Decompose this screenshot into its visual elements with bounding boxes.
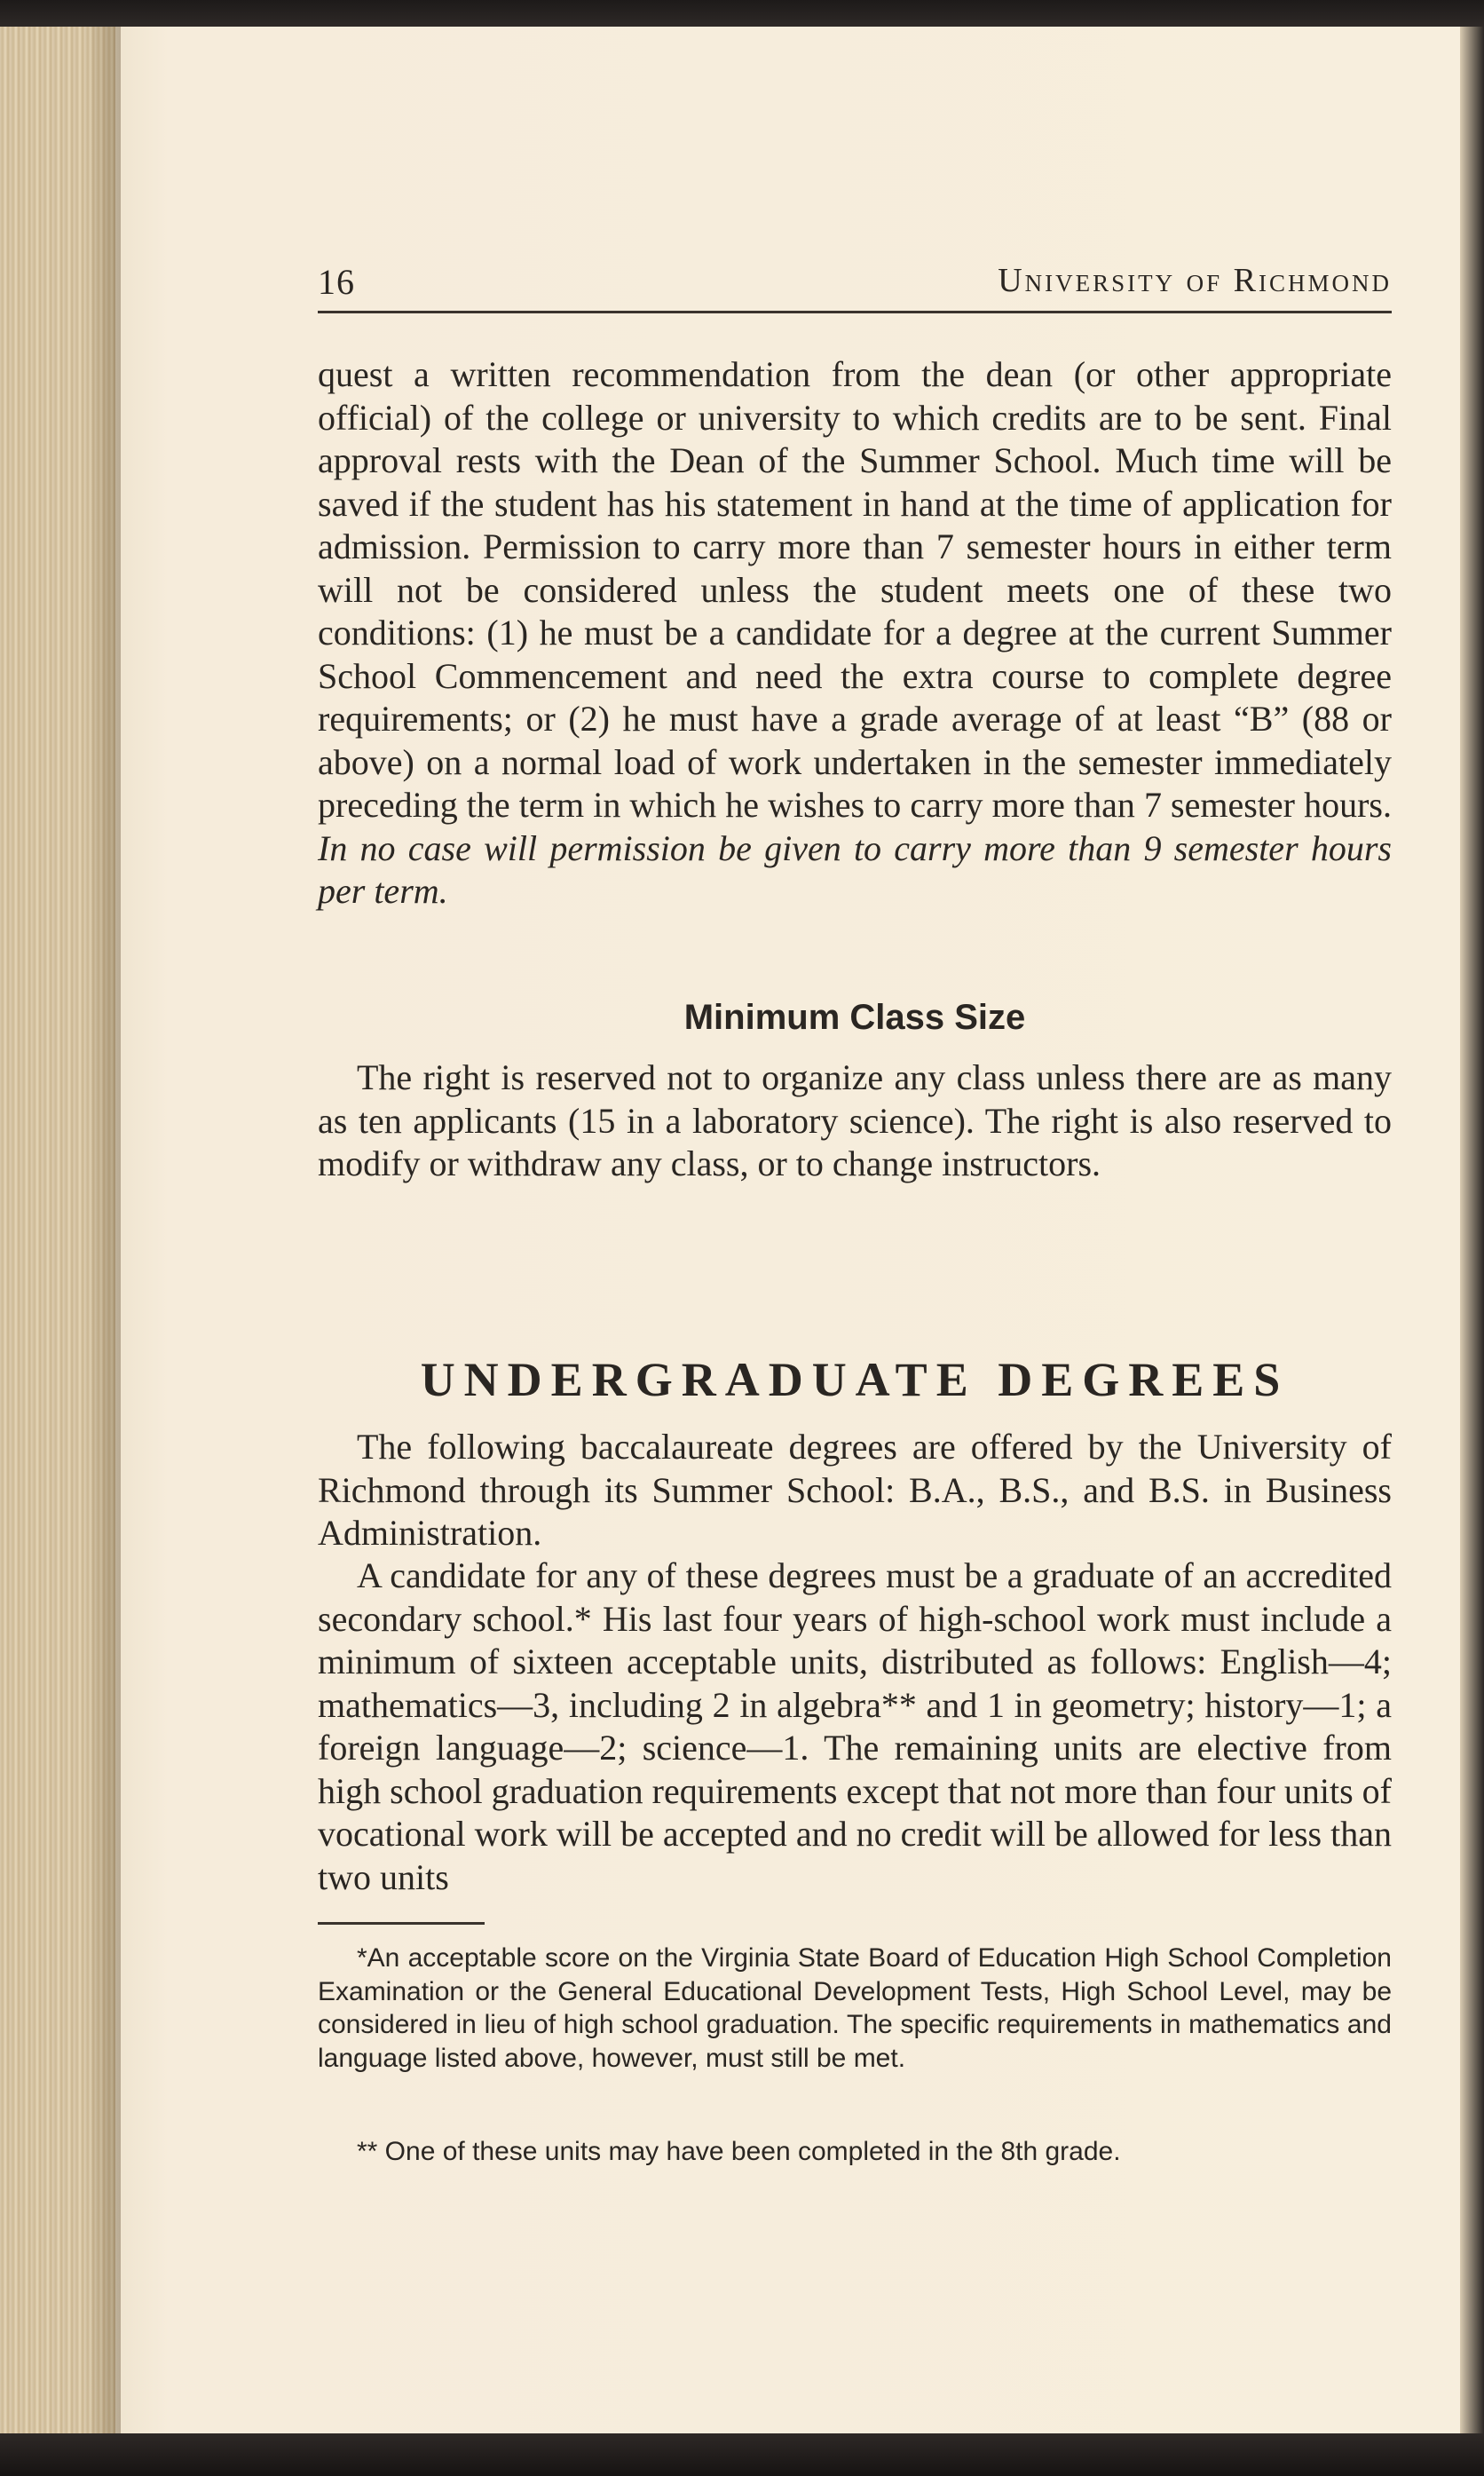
- footnote-1: *An acceptable score on the Virginia State Board of Education High School Completion Examination or the General Educational Development Tests, High School Level, may be considered in lieu of high school graduation. The specific requirements in mathematics and language listed above, however, must still be met.: [318, 1943, 1392, 2073]
- body-paragraph-2: The right is reserved not to organize any class unless there are as many as ten applicants (15 in a laboratory science). The right is also reserved to modify or withdraw any class, or to change instructors.: [318, 1057, 1392, 1183]
- section-heading-undergraduate-degrees: UNDERGRADUATE DEGREES: [420, 1353, 1290, 1406]
- scan-right-edge: [1460, 27, 1484, 2433]
- running-head: [318, 259, 1392, 313]
- scan-bottom-edge: [0, 2433, 1484, 2476]
- body-paragraph-3: The following baccalaureate degrees are offered by the University of Richmond through its Summer School: B.A., B.S., and B.S. in Business Administration.: [318, 1427, 1392, 1553]
- gutter-shadow: [85, 27, 121, 2433]
- scan-top-edge: [0, 0, 1484, 27]
- running-title: University of Richmond: [998, 262, 1392, 299]
- page-number: 16: [318, 262, 355, 302]
- paragraph-text: quest a written recommendation from the dean (or other appropriate official) of the college or university to which credits are to be sent. Final approval rests with the Dean of the Summer School. Much time will be saved if the student has his statement in hand at the time of application for admission. Permission to carry more than 7 semester hours in either term will not be considered unless the student meets one of these two conditions: (1) he must be a candidate for a degree at the current Summer School Commencement and need the extra course to complete degree requirements; or (2) he must have a grade average of at least “B” (88 or above) on a normal load of work undertaken in the semester immediately preceding the term in which he wishes to carry more than 7 semester hours.: [318, 354, 1392, 825]
- italic-notice: In no case will permission be given to carry more than 9 semester hours per term.: [318, 827, 1392, 911]
- section-heading-minimum-class-size: Minimum Class Size: [683, 998, 1026, 1037]
- footnote-2: ** One of these units may have been completed in the 8th grade.: [357, 2137, 1121, 2166]
- body-paragraph-1: [318, 353, 1392, 914]
- body-paragraph-4: A candidate for any of these degrees must be a graduate of an accredited secondary school.* His last four years of high-school work must include a minimum of sixteen acceptable units, distributed as follows: English—4; mathematics—3, including 2 in algebra** and 1 in geometry; history—1; a foreign language—2; science—1. The remaining units are elective from high school graduation requirements except that not more than four units of vocational work will be accepted and no credit will be allowed for less than two units: [318, 1555, 1392, 1897]
- footnote-rule: [318, 1922, 485, 1925]
